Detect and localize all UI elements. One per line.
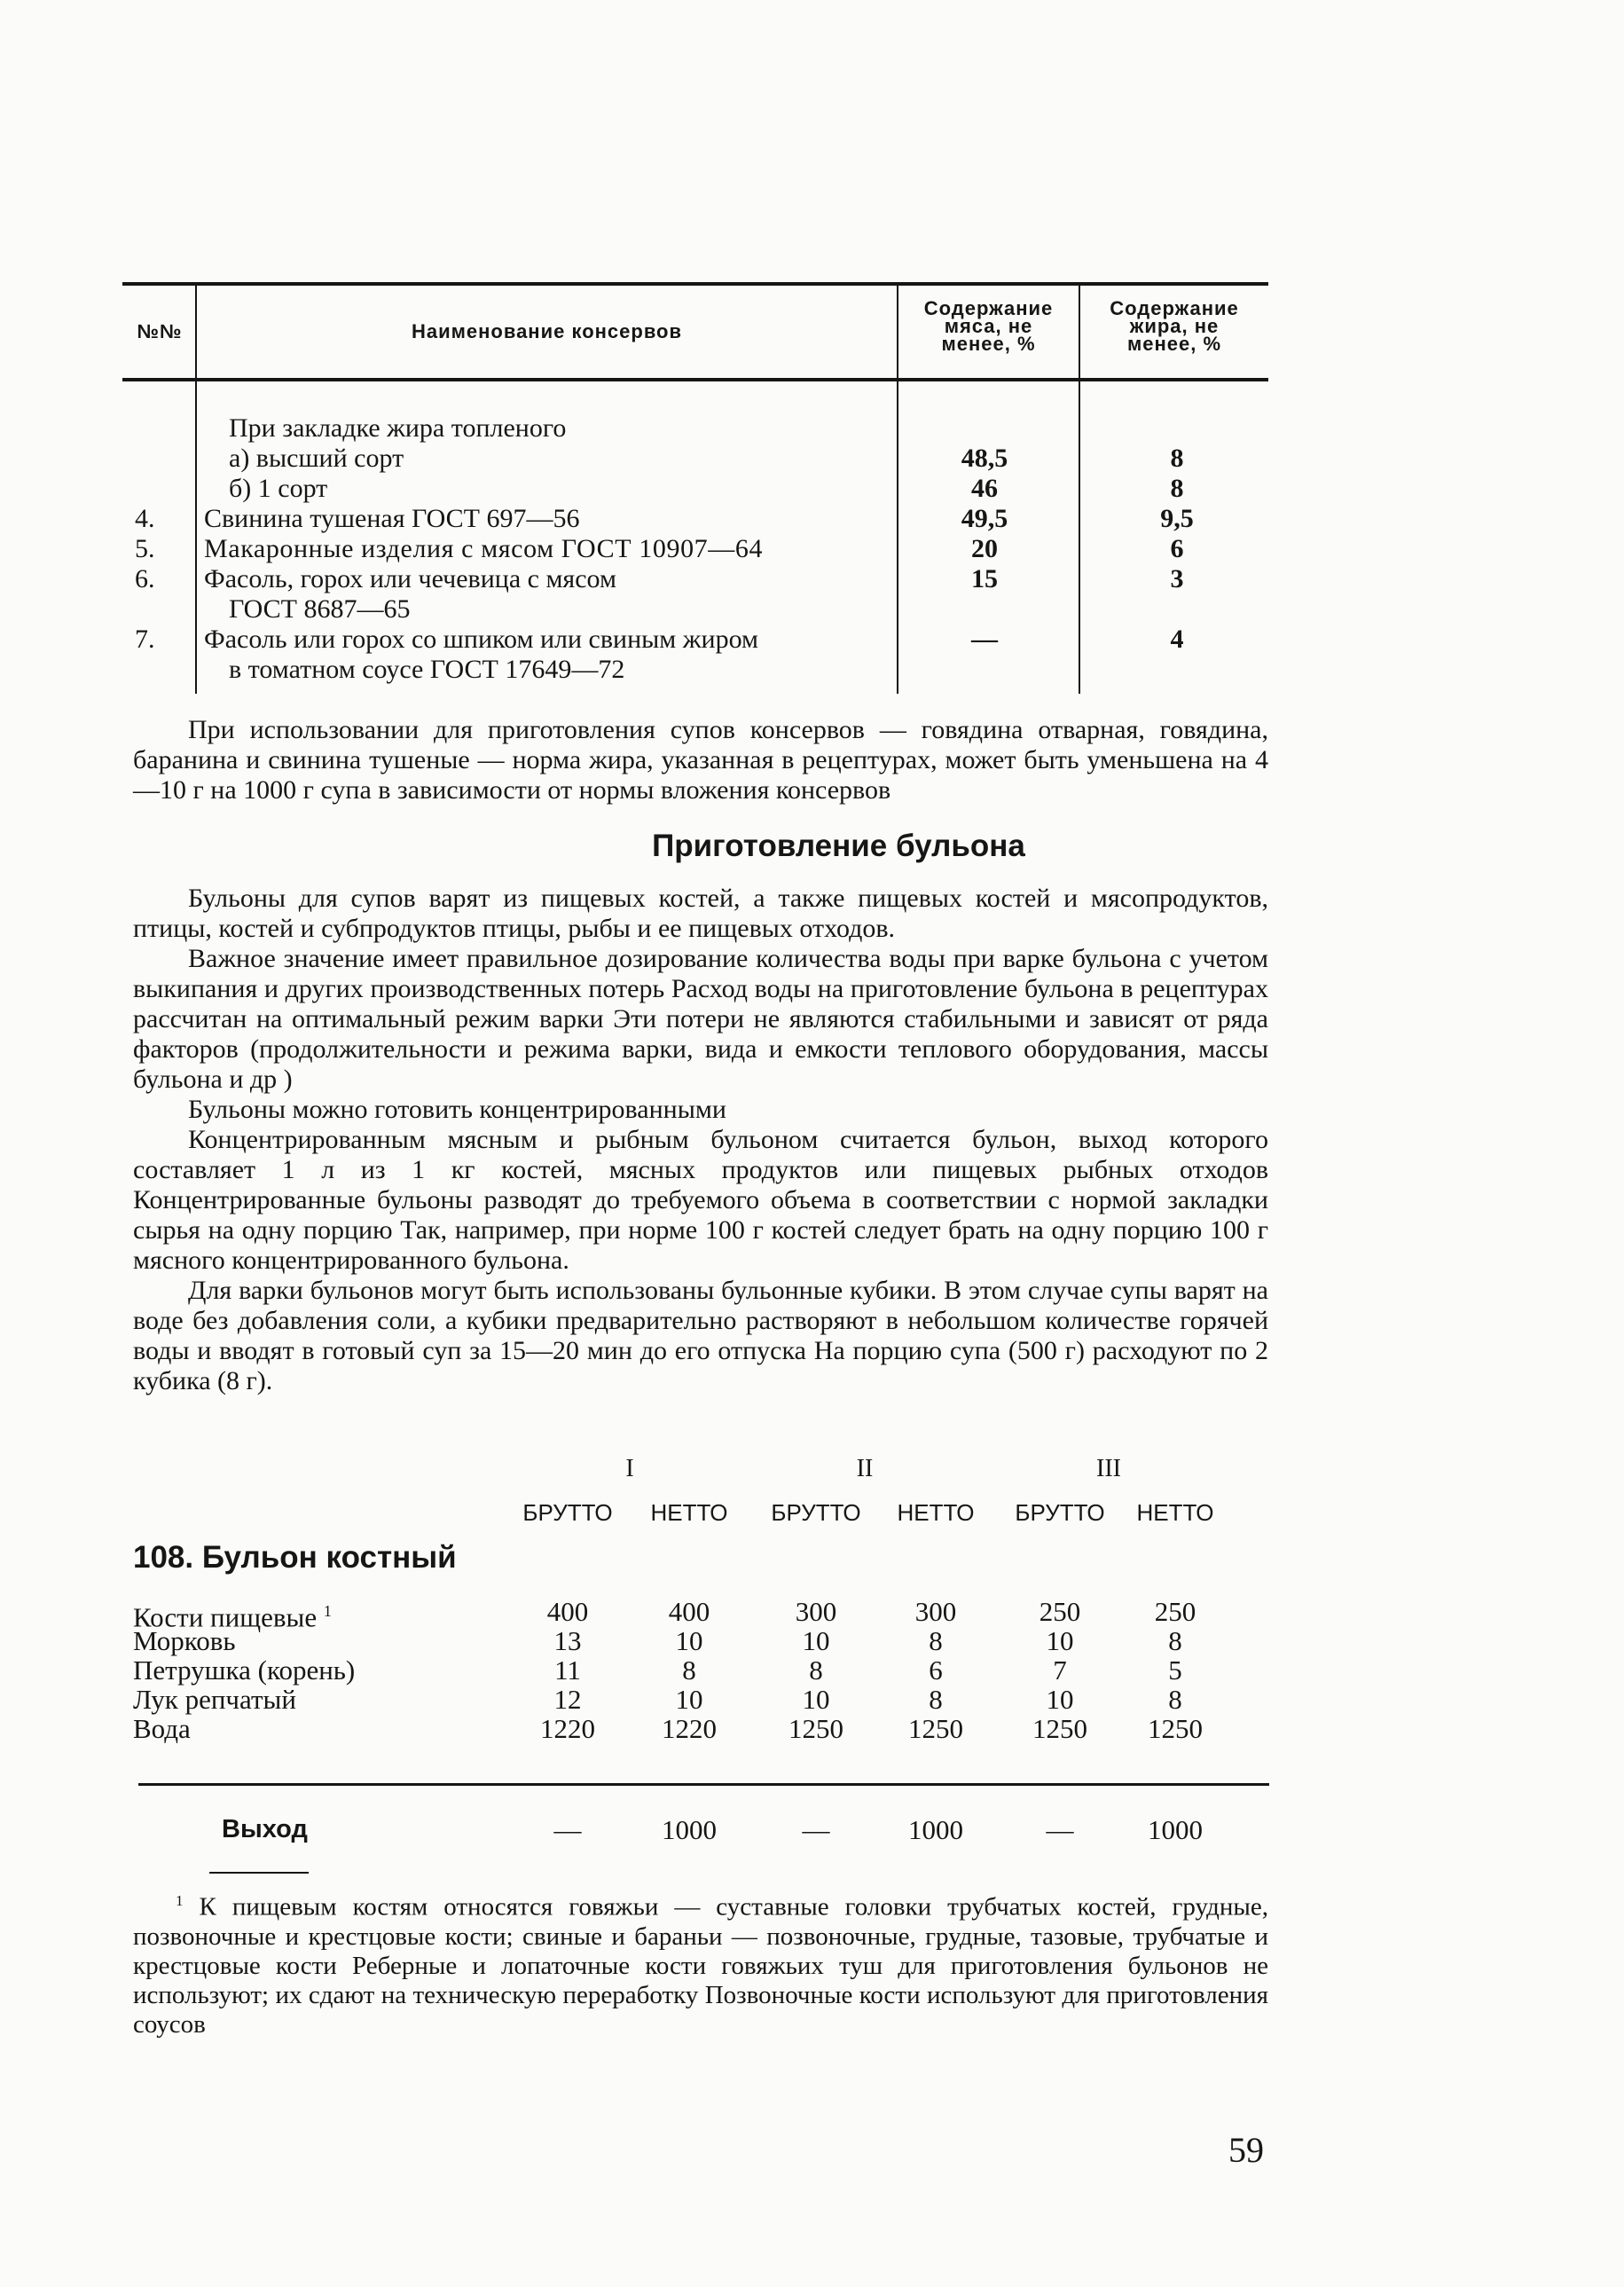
col-header: БРУТТО	[771, 1499, 861, 1526]
cell: 8	[809, 1654, 823, 1686]
header-meat-line2: мяса, не	[944, 315, 1033, 337]
cell: 1250	[788, 1713, 843, 1744]
cell: 7	[1053, 1654, 1067, 1686]
row-num: 5.	[135, 534, 155, 563]
row-fat: 8	[1170, 474, 1184, 503]
cell: —	[553, 1814, 582, 1845]
cell: 8	[929, 1625, 943, 1656]
broth-text-block	[133, 884, 1268, 1396]
row-meat: 49,5	[961, 504, 1008, 533]
cell: 11	[554, 1654, 581, 1686]
row-meat: 48,5	[961, 444, 1008, 473]
cell: 10	[1046, 1684, 1074, 1715]
intro-paragraph	[133, 715, 1268, 806]
row-name: Свинина тушеная ГОСТ 697—56	[204, 504, 580, 533]
row-name: а) высший сорт	[229, 444, 404, 473]
row-fat: 4	[1170, 625, 1184, 654]
row-name: Фасоль, горох или чечевица с мясом	[204, 564, 616, 593]
paragraph-4: Концентрированным мясным и рыбным бульоном считается бульон, выход которого составляет 1 л из 1 кг костей, мясных продуктов или пищевых рыбных отходов Концентрированные бульоны разводят до требуемого объема в соответствии с нормой закладки сырья на одну порцию Так, например, при норме 100 г костей следует брать на одну порцию 100 г мясного концентрированного бульона.	[133, 1125, 1268, 1275]
cell: 1220	[662, 1713, 717, 1744]
row-fat: 9,5	[1160, 504, 1194, 533]
row-name: ГОСТ 8687—65	[229, 594, 411, 624]
ingredient-label: Вода	[133, 1713, 191, 1744]
row-name: Фасоль или горох со шпиком или свиным жиром	[204, 625, 758, 654]
cell: 400	[546, 1596, 589, 1627]
page-number: 59	[1228, 2130, 1264, 2170]
row-fat: 8	[1170, 444, 1184, 473]
row-num: 4.	[135, 504, 155, 533]
cell: 1000	[662, 1814, 717, 1845]
header-fat-line2: жира, не	[1129, 315, 1220, 337]
cell: 250	[1154, 1596, 1196, 1627]
cell: 1000	[1148, 1814, 1203, 1845]
row-name: Макаронные изделия с мясом ГОСТ 10907—64	[204, 534, 764, 563]
row-meat: 20	[971, 534, 998, 563]
recipe-row	[0, 1655, 1624, 1685]
footnote-ref: 1	[323, 1602, 332, 1620]
footnote-text: К пищевым костям относятся говяжьи — суставные головки трубчатых костей, грудные, позвоночные и крестцовые кости; свиные и бараньи — позвоночные, грудные, тазовые, трубчатые и крестцовые кости Реберные и лопаточные кости говяжьих туш для приготовления бульонов не используют; их сдают на техническую переработку Позвоночные кости используют для приготовления соусов	[133, 1892, 1269, 2039]
footnote-text-wrap	[133, 1886, 1268, 2039]
cell: 10	[675, 1625, 703, 1656]
table-top-rule	[122, 282, 1268, 286]
ingredient-label: Кости пищевые	[133, 1601, 318, 1633]
recipe-row	[0, 1714, 1624, 1743]
cell: —	[1046, 1814, 1074, 1845]
row-meat: 46	[971, 474, 998, 503]
table-row	[0, 444, 1624, 474]
cell: 10	[802, 1625, 830, 1656]
recipe-row	[0, 1626, 1624, 1655]
header-meat-line3: менее, %	[941, 333, 1036, 355]
footnote-marker: 1	[176, 1892, 184, 1909]
cell: 10	[1046, 1625, 1074, 1656]
table-row	[0, 474, 1624, 504]
cell: 1250	[1148, 1713, 1203, 1744]
cell: 8	[682, 1654, 696, 1686]
header-meat-line1: Содержание	[923, 297, 1054, 319]
cell: 10	[675, 1684, 703, 1715]
row-num: 6.	[135, 564, 155, 593]
row-num: 7.	[135, 625, 155, 654]
recipe-rule	[138, 1783, 1269, 1786]
footnote-rule	[209, 1872, 309, 1874]
row-meat: —	[971, 625, 998, 654]
cell: 1250	[908, 1713, 963, 1744]
cell: 300	[795, 1596, 837, 1627]
row-fat: 3	[1170, 564, 1184, 593]
cell: 10	[802, 1684, 830, 1715]
cell: 1000	[908, 1814, 963, 1845]
recipe-title: 108. Бульон костный	[133, 1540, 457, 1575]
output-label: Выход	[222, 1815, 308, 1843]
recipe-row	[0, 1596, 1624, 1633]
paragraph-1: Бульоны для супов варят из пищевых костей, а также пищевых костей и мясопродуктов, птицы, костей и субпродуктов птицы, рыбы и ее пищевых отходов.	[133, 884, 1268, 943]
section-title: Приготовление бульона	[652, 829, 1025, 863]
cell: 1250	[1032, 1713, 1087, 1744]
cell: 8	[929, 1684, 943, 1715]
table-row	[0, 413, 1624, 444]
cell: 12	[553, 1684, 582, 1715]
col-header: НЕТТО	[650, 1499, 728, 1526]
table-header-rule	[122, 378, 1268, 381]
cell: 250	[1039, 1596, 1081, 1627]
ingredient-label: Морковь	[133, 1625, 236, 1656]
roman-III: III	[1096, 1455, 1121, 1482]
table-row	[0, 504, 1624, 534]
table-row	[0, 655, 1624, 685]
footnote	[133, 1886, 1268, 2039]
cell: 1220	[540, 1713, 595, 1744]
recipe-row	[0, 1685, 1624, 1714]
cell: 8	[1168, 1684, 1182, 1715]
header-meat	[898, 297, 1079, 355]
paragraph-3: Бульоны можно готовить концентрированными	[188, 1095, 726, 1124]
intro-text: При использовании для приготовления супов консервов — говядина отварная, говядина, баранина и свинина тушеные — норма жира, указанная в рецептурах, может быть уменьшена на 4—10 г на 1000 г супа в зависимости от нормы вложения консервов	[133, 715, 1268, 805]
table-row	[0, 594, 1624, 625]
header-fat-line1: Содержание	[1110, 297, 1239, 319]
paragraph-5: Для варки бульонов могут быть использованы бульонные кубики. В этом случае супы варят на воде без добавления соли, а кубики предварительно растворяют в небольшом количестве горячей воды и вводят в готовый суп за 15—20 мин до его отпуска На порцию супа (500 г) расходуют по 2 кубика (8 г).	[133, 1276, 1268, 1395]
paragraph-2: Важное значение имеет правильное дозирование количества воды при варке бульона с учетом выкипания и других производственных потерь Расход воды на приготовление бульона в рецептурах рассчитан на оптимальный режим варки Эти потери не являются стабильными и зависят от ряда факторов (продолжительности и режима варки, вида и емкости теплового оборудования, массы бульона и др )	[133, 944, 1268, 1094]
table-row	[0, 534, 1624, 564]
header-fat-line3: менее, %	[1126, 333, 1222, 355]
row-name: При закладке жира топленого	[229, 413, 567, 443]
cell: —	[802, 1814, 830, 1845]
row-name: в томатном соусе ГОСТ 17649—72	[229, 655, 625, 684]
roman-I: I	[625, 1455, 634, 1482]
ingredient-label: Петрушка (корень)	[133, 1654, 356, 1686]
cell: 400	[668, 1596, 710, 1627]
cell: 5	[1168, 1654, 1182, 1686]
cell: 6	[929, 1654, 943, 1686]
row-fat: 6	[1170, 534, 1184, 563]
cell: 300	[914, 1596, 957, 1627]
table-row	[0, 564, 1624, 594]
ingredient-label: Лук репчатый	[133, 1684, 296, 1715]
col-header: БРУТТО	[1015, 1499, 1105, 1526]
header-name: Наименование консервов	[411, 320, 683, 342]
header-fat	[1080, 297, 1268, 355]
header-num: №№	[137, 320, 183, 342]
output-row	[0, 1815, 1624, 1844]
table-row	[0, 625, 1624, 655]
col-header: НЕТТО	[1136, 1499, 1214, 1526]
col-header: БРУТТО	[522, 1499, 613, 1526]
row-meat: 15	[971, 564, 998, 593]
row-name: б) 1 сорт	[229, 474, 328, 503]
cell: 13	[553, 1625, 582, 1656]
roman-II: II	[856, 1455, 874, 1482]
col-header: НЕТТО	[897, 1499, 975, 1526]
cell: 8	[1168, 1625, 1182, 1656]
